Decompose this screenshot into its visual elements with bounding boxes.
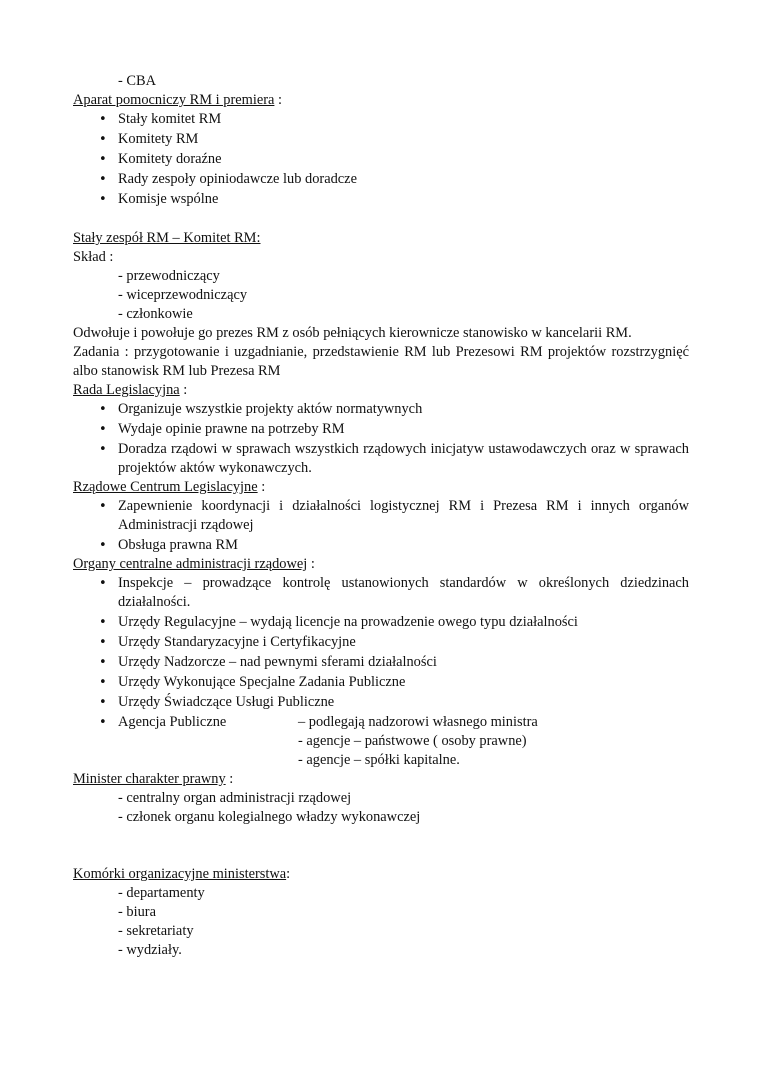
aparat-heading: Aparat pomocniczy RM i premiera	[73, 92, 275, 108]
staly-heading-line	[73, 229, 689, 248]
minister-item: - centralny organ administracji rządowej	[118, 790, 352, 806]
organy-heading-line: Organy centralne administracji rządowej :	[73, 556, 315, 572]
komorki-heading-line: Komórki organizacyjne ministerstwa:	[73, 866, 291, 882]
odwoluje-paragraph: Odwołuje i powołuje go prezes RM z osób pełniących kierownicze stanowisko w kancelarii RM.	[73, 325, 632, 341]
agencja-row	[118, 713, 689, 768]
minister-heading-line: Minister charakter prawny :	[73, 771, 234, 787]
list-item: • Stały komitet RM	[73, 110, 689, 129]
list-item: • Urzędy Wykonujące Specjalne Zadania Publiczne	[73, 673, 689, 692]
centrum-heading: Rządowe Centrum Legislacyjne	[73, 479, 258, 495]
aparat-heading-line: Aparat pomocniczy RM i premiera :	[73, 92, 283, 108]
sklad-item: - przewodniczący	[118, 268, 220, 284]
aparat-list	[73, 110, 689, 209]
organy-heading: Organy centralne administracji rządowej	[73, 556, 308, 572]
sklad-label: Skład :	[73, 249, 114, 265]
komorki-item: - departamenty	[118, 885, 205, 901]
cba-line: - CBA	[118, 73, 156, 89]
komorki-item: - sekretariaty	[118, 923, 194, 939]
list-item: • Doradza rządowi w sprawach wszystkich rządowych inicjatyw ustawodawczych oraz w sprawach projektów aktów wykonawczych.	[73, 440, 689, 478]
document-body	[73, 72, 689, 960]
agencja-sub-item: - agencje – państwowe ( osoby prawne)	[298, 733, 527, 749]
list-item: • Urzędy Regulacyjne – wydają licencje na prowadzenie owego typu działalności	[73, 613, 689, 632]
list-item: • Urzędy Świadczące Usługi Publiczne	[73, 693, 689, 712]
agencja-sublist	[298, 713, 538, 770]
list-item: • Komitety RM	[73, 130, 689, 149]
list-item: • Urzędy Nadzorcze – nad pewnymi sferami działalności	[73, 653, 689, 672]
agencja-item	[73, 713, 689, 770]
list-item: • Inspekcje – prowadzące kontrolę ustanowionych standardów w określonych dziedzinach działalności.	[73, 574, 689, 612]
agencja-label: Agencja Publiczne	[118, 714, 227, 730]
komorki-heading: Komórki organizacyjne ministerstwa	[73, 866, 287, 882]
list-item: • Rady zespoły opiniodawcze lub doradcze	[73, 170, 689, 189]
spacer	[73, 210, 689, 229]
list-item: • Obsługa prawna RM	[73, 536, 689, 555]
sklad-item: - członkowie	[118, 306, 193, 322]
staly-heading: Stały zespół RM – Komitet RM:	[73, 230, 261, 246]
komorki-item: - biura	[118, 904, 156, 920]
rada-list	[73, 400, 689, 478]
spacer	[73, 827, 689, 865]
agencja-sub-item: - agencje – spółki kapitalne.	[298, 752, 460, 768]
list-item: • Komitety doraźne	[73, 150, 689, 169]
list-item: • Wydaje opinie prawne na potrzeby RM	[73, 420, 689, 439]
centrum-heading-line: Rządowe Centrum Legislacyjne :	[73, 479, 266, 495]
minister-item: - członek organu kolegialnego władzy wykonawczej	[118, 809, 421, 825]
centrum-list	[73, 497, 689, 555]
komorki-item: - wydziały.	[118, 942, 182, 958]
zadania-paragraph: Zadania : przygotowanie i uzgadnianie, przedstawienie RM lub Prezesowi RM projektów rozstrzygnięć albo stanowisk RM lub Prezesa RM	[73, 344, 689, 379]
minister-heading: Minister charakter prawny	[73, 771, 226, 787]
list-item: • Zapewnienie koordynacji i działalności logistycznej RM i Prezesa RM i innych organów Administracji rządowej	[73, 497, 689, 535]
rada-heading: Rada Legislacyjna	[73, 382, 180, 398]
list-item: • Organizuje wszystkie projekty aktów normatywnych	[73, 400, 689, 419]
list-item: • Urzędy Standaryzacyjne i Certyfikacyjne	[73, 633, 689, 652]
rada-heading-line: Rada Legislacyjna :	[73, 382, 188, 398]
sklad-item: - wiceprzewodniczący	[118, 287, 248, 303]
list-item: • Komisje wspólne	[73, 190, 689, 209]
agencja-sub-item: – podlegają nadzorowi własnego ministra	[298, 714, 538, 730]
organy-list	[73, 574, 689, 770]
